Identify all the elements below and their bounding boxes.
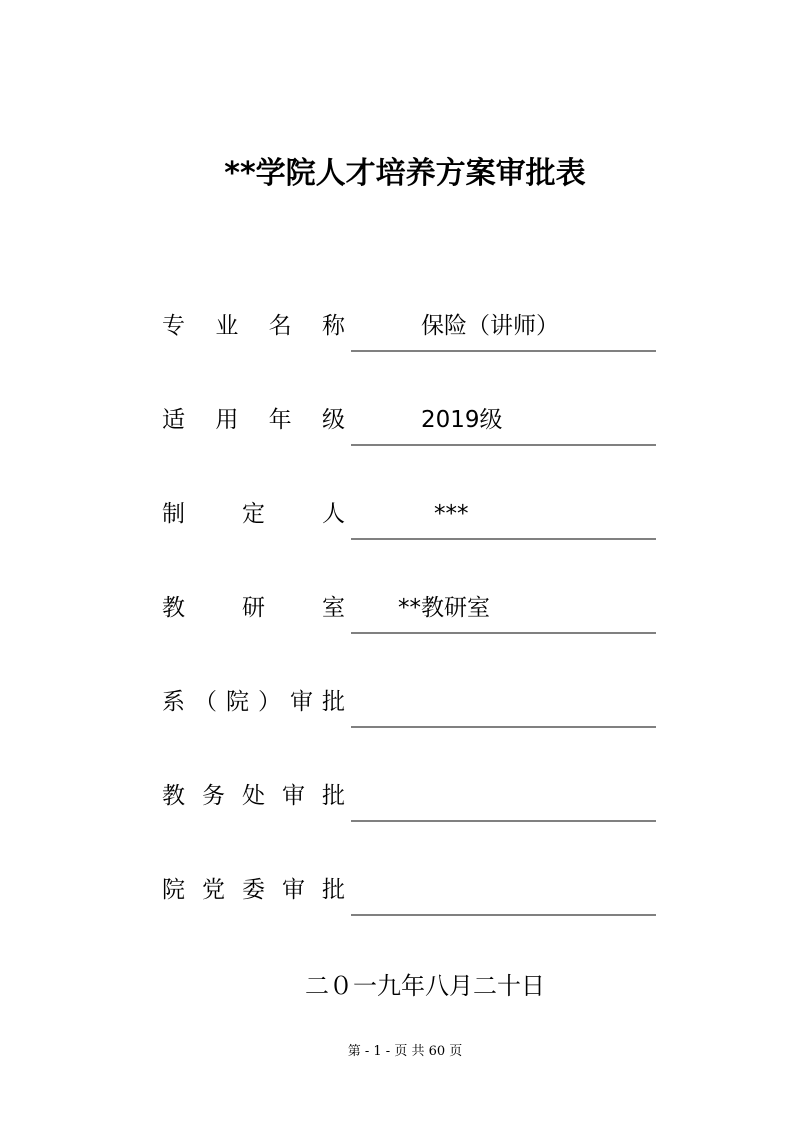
document-date: 二０一九年八月二十日 [305, 972, 545, 1000]
field-label: 系（院）审批 [162, 689, 345, 715]
underline [351, 444, 656, 446]
field-value: 2019级 [421, 407, 503, 433]
underline [351, 914, 656, 916]
field-value: *** [434, 501, 469, 527]
field-label: 制定人 [162, 501, 345, 527]
field-value: **教研室 [398, 595, 490, 621]
underline [351, 350, 656, 352]
field-department-approval [162, 682, 656, 722]
field-label: 专业名称 [162, 313, 345, 339]
underline [351, 820, 656, 822]
field-party-committee-approval [162, 870, 656, 910]
field-major [162, 306, 656, 346]
page-footer: 第 - 1 - 页 共 60 页 [347, 1044, 463, 1059]
field-value: 保险（讲师） [421, 313, 559, 339]
document-title: **学院人才培养方案审批表 [224, 156, 586, 191]
field-grade [162, 400, 656, 440]
field-label: 院党委审批 [162, 877, 345, 903]
underline [351, 538, 656, 540]
field-author [162, 494, 656, 534]
field-label: 适用年级 [162, 407, 345, 433]
field-label: 教务处审批 [162, 783, 345, 809]
underline [351, 632, 656, 634]
field-label: 教研室 [162, 595, 345, 621]
underline [351, 726, 656, 728]
field-academic-affairs-approval [162, 776, 656, 816]
field-teaching-office [162, 588, 656, 628]
